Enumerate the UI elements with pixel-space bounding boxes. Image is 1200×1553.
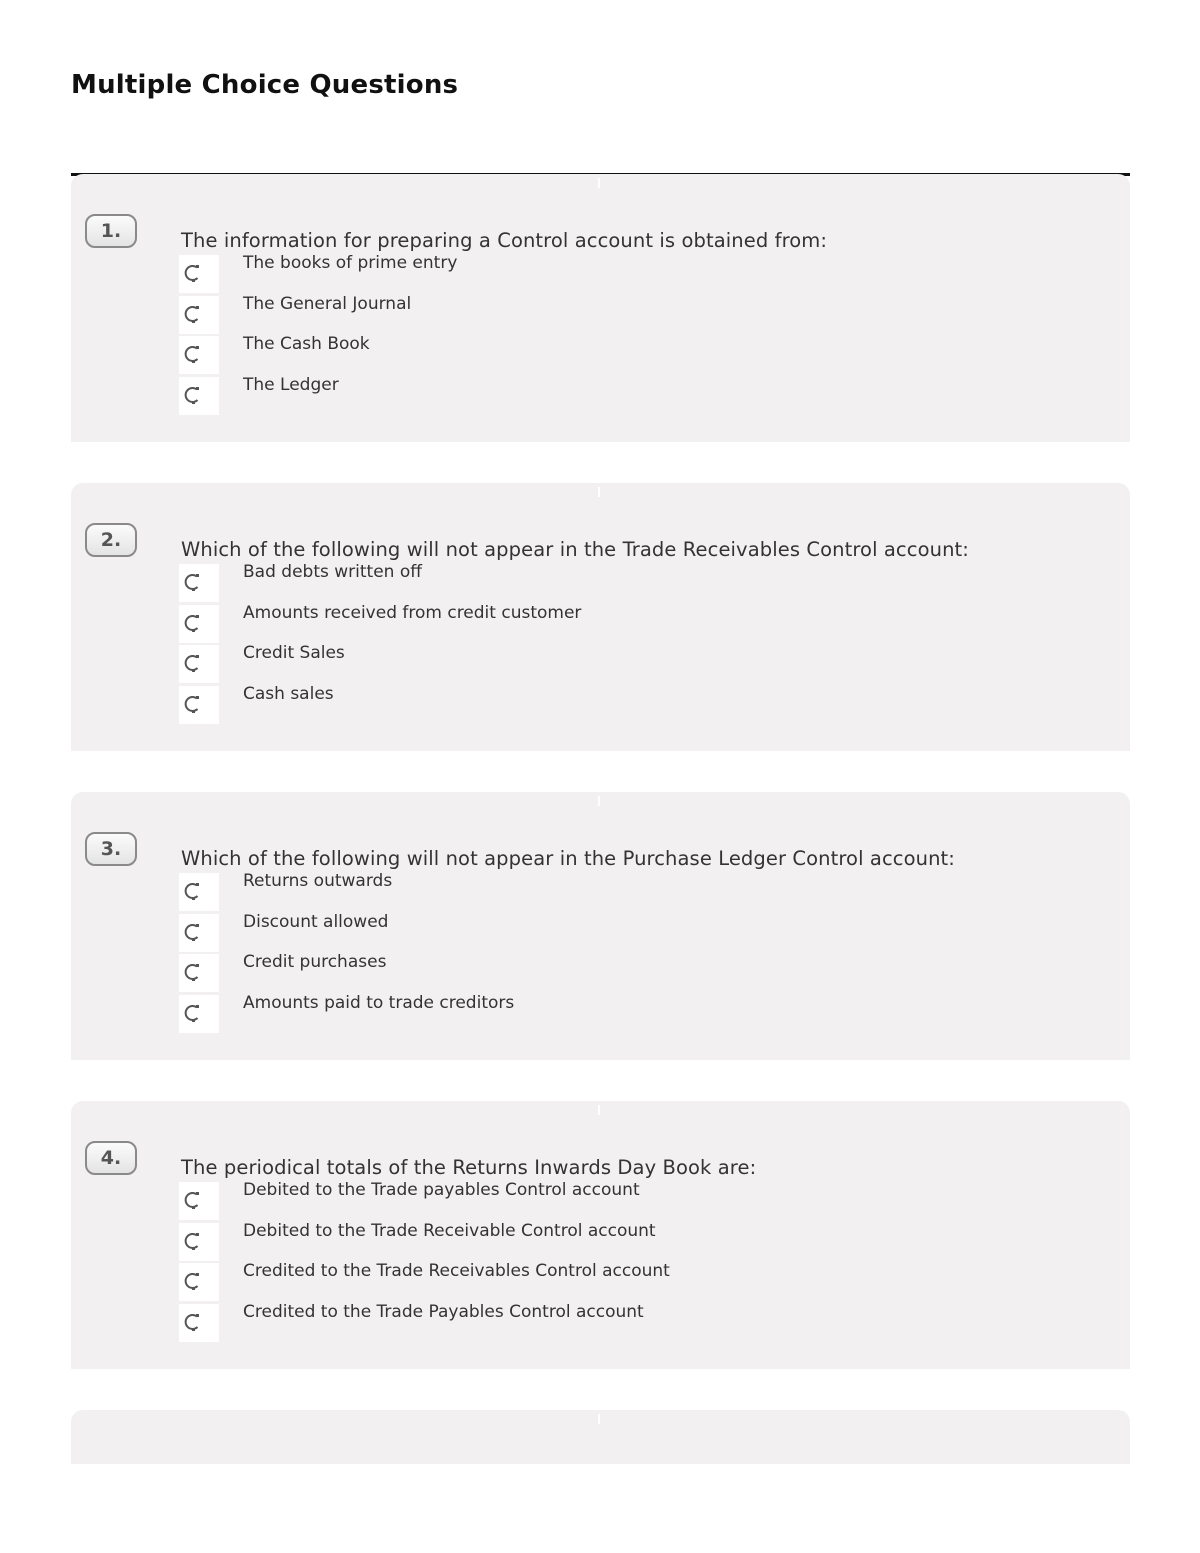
card-divider bbox=[598, 796, 600, 806]
question-text: The periodical totals of the Returns Inwards Day Book are: bbox=[181, 1156, 757, 1179]
radio-unselected-icon bbox=[183, 572, 203, 592]
radio-unselected-icon bbox=[183, 653, 203, 673]
answer-option[interactable] bbox=[179, 564, 1079, 602]
option-label: Amounts received from credit customer bbox=[243, 603, 582, 623]
radio-unselected-icon bbox=[183, 344, 203, 364]
card-divider bbox=[598, 487, 600, 497]
radio-unselected-icon bbox=[183, 1231, 203, 1251]
radio-button[interactable] bbox=[179, 686, 219, 724]
answer-option[interactable] bbox=[179, 1223, 1079, 1261]
radio-unselected-icon bbox=[183, 922, 203, 942]
option-label: Credited to the Trade Payables Control account bbox=[243, 1302, 644, 1322]
radio-unselected-icon bbox=[183, 385, 203, 405]
option-label: Credit Sales bbox=[243, 643, 345, 663]
card-divider bbox=[598, 1105, 600, 1115]
card-divider bbox=[598, 178, 600, 188]
option-label: Debited to the Trade payables Control account bbox=[243, 1180, 640, 1200]
page-title: Multiple Choice Questions bbox=[71, 70, 459, 100]
answer-option[interactable] bbox=[179, 686, 1079, 724]
question-text: Which of the following will not appear in the Trade Receivables Control account: bbox=[181, 538, 969, 561]
radio-button[interactable] bbox=[179, 1223, 219, 1261]
option-label: Credited to the Trade Receivables Control account bbox=[243, 1261, 670, 1281]
question-card-1 bbox=[71, 174, 1130, 442]
radio-unselected-icon bbox=[183, 263, 203, 283]
answer-option[interactable] bbox=[179, 605, 1079, 643]
answer-option[interactable] bbox=[179, 1263, 1079, 1301]
radio-button[interactable] bbox=[179, 914, 219, 952]
question-number-badge: 2. bbox=[85, 523, 137, 557]
option-label: Cash sales bbox=[243, 684, 334, 704]
option-label: The Cash Book bbox=[243, 334, 370, 354]
radio-unselected-icon bbox=[183, 1312, 203, 1332]
radio-button[interactable] bbox=[179, 645, 219, 683]
question-number-badge: 4. bbox=[85, 1141, 137, 1175]
card-divider bbox=[598, 1414, 600, 1424]
question-card-2 bbox=[71, 483, 1130, 751]
option-label: The books of prime entry bbox=[243, 253, 458, 273]
answer-option[interactable] bbox=[179, 914, 1079, 952]
answer-option[interactable] bbox=[179, 1304, 1079, 1342]
answer-option[interactable] bbox=[179, 336, 1079, 374]
answer-option[interactable] bbox=[179, 995, 1079, 1033]
answer-option[interactable] bbox=[179, 377, 1079, 415]
radio-button[interactable] bbox=[179, 954, 219, 992]
answer-option[interactable] bbox=[179, 873, 1079, 911]
radio-unselected-icon bbox=[183, 304, 203, 324]
radio-button[interactable] bbox=[179, 1182, 219, 1220]
radio-button[interactable] bbox=[179, 995, 219, 1033]
answer-option[interactable] bbox=[179, 1182, 1079, 1220]
option-label: The General Journal bbox=[243, 294, 412, 314]
radio-unselected-icon bbox=[183, 694, 203, 714]
radio-button[interactable] bbox=[179, 873, 219, 911]
radio-unselected-icon bbox=[183, 1190, 203, 1210]
radio-unselected-icon bbox=[183, 613, 203, 633]
option-label: Debited to the Trade Receivable Control account bbox=[243, 1221, 656, 1241]
radio-button[interactable] bbox=[179, 377, 219, 415]
radio-unselected-icon bbox=[183, 881, 203, 901]
answer-option[interactable] bbox=[179, 645, 1079, 683]
answer-option[interactable] bbox=[179, 954, 1079, 992]
option-label: The Ledger bbox=[243, 375, 339, 395]
answer-option[interactable] bbox=[179, 255, 1079, 293]
option-label: Bad debts written off bbox=[243, 562, 422, 582]
question-number-badge: 3. bbox=[85, 832, 137, 866]
radio-unselected-icon bbox=[183, 1271, 203, 1291]
radio-button[interactable] bbox=[179, 564, 219, 602]
option-label: Credit purchases bbox=[243, 952, 387, 972]
question-number-badge: 1. bbox=[85, 214, 137, 248]
radio-button[interactable] bbox=[179, 336, 219, 374]
radio-button[interactable] bbox=[179, 605, 219, 643]
question-text: Which of the following will not appear in the Purchase Ledger Control account: bbox=[181, 847, 955, 870]
answer-option[interactable] bbox=[179, 296, 1079, 334]
radio-unselected-icon bbox=[183, 962, 203, 982]
radio-button[interactable] bbox=[179, 1263, 219, 1301]
radio-button[interactable] bbox=[179, 1304, 219, 1342]
option-label: Returns outwards bbox=[243, 871, 393, 891]
question-card-3 bbox=[71, 792, 1130, 1060]
radio-button[interactable] bbox=[179, 296, 219, 334]
question-card-5-partial bbox=[71, 1410, 1130, 1464]
question-card-4 bbox=[71, 1101, 1130, 1369]
question-text: The information for preparing a Control account is obtained from: bbox=[181, 229, 828, 252]
radio-button[interactable] bbox=[179, 255, 219, 293]
radio-unselected-icon bbox=[183, 1003, 203, 1023]
option-label: Discount allowed bbox=[243, 912, 389, 932]
option-label: Amounts paid to trade creditors bbox=[243, 993, 515, 1013]
